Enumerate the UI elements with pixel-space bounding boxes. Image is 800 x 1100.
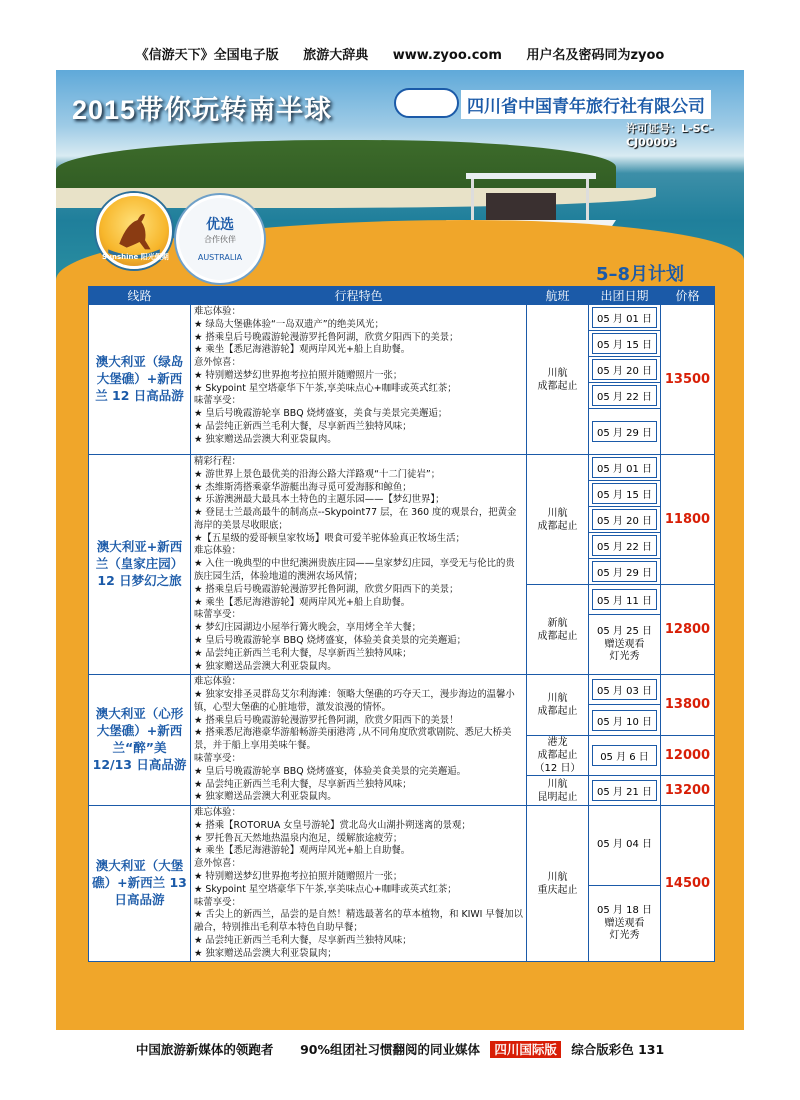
sunshine-label: Sunshine 阳光假期: [102, 253, 169, 261]
flight-info: 川航 成都起止: [527, 305, 589, 455]
flight-info: 川航 成都起止: [527, 455, 589, 585]
departure-date: 05 月 03 日: [592, 679, 657, 700]
departure-date: 05 月 11 日: [592, 589, 657, 610]
departure-date: 05 月 01 日: [592, 307, 657, 328]
page-number: 综合版彩色 131: [571, 1042, 665, 1057]
partner-badge: [176, 195, 264, 283]
footer-slogan: 中国旅游新媒体的领跑者: [135, 1042, 274, 1057]
departure-date: 05 月 6 日: [592, 745, 657, 766]
departure-date: 05 月 18 日: [597, 905, 652, 917]
route-name: 澳大利亚+新西兰（皇家庄园）12 日梦幻之旅: [89, 455, 191, 675]
flight-info: 川航 昆明起止: [527, 775, 589, 805]
route-features: 难忘体验： ★ 绿岛大堡礁体验“一岛双遗产”的绝美风光； ★ 搭乘皇后号晚霞游轮漫游罗托鲁阿湖，欣赏夕阳西下的美景； ★ 乘坐【悉尼海港游轮】观两岸风光+船上自助餐。 意外惊喜： ★ 特别赠送梦幻世界抱考拉拍照并随赠照片一张； ★ Skypoint 星空塔豪华下午茶,享美味点心+咖啡或英式红茶； 味蕾享受： ★ 皇后号晚霞游轮享 BBQ 烧烤盛宴，美食与美景完美邂逅； ★ 品尝纯正新西兰毛利大餐，尽享新西兰独特风味； ★ 独家赠送品尝澳大利亚袋鼠肉。: [191, 305, 527, 455]
route-name: 澳大利亚（心形大堡礁）+新西兰“醉”美 12/13 日高品游: [89, 675, 191, 806]
departure-date: 05 月 04 日: [597, 839, 652, 851]
price: 13500: [661, 305, 715, 455]
price: 13800: [661, 675, 715, 735]
departure-date: 05 月 21 日: [592, 780, 657, 801]
ad-frame: [56, 70, 744, 1030]
flight-info: 新航 成都起止: [527, 585, 589, 675]
column-header: 线路: [89, 287, 191, 305]
departure-date: 05 月 22 日: [592, 535, 657, 556]
header-item: 《信游天下》全国电子版: [135, 48, 279, 63]
departure-date: 05 月 22 日: [592, 385, 657, 406]
price: 11800: [661, 455, 715, 585]
departure-date: 05 月 15 日: [592, 483, 657, 504]
flight-info: 川航 成都起止: [527, 675, 589, 735]
route-features: 难忘体验： ★ 搭乘【ROTORUA 女皇号游轮】赏北岛火山湖扑朔迷离的景观； ★ 罗托鲁瓦天然地热温泉内泡足，缓解旅途疲劳； ★ 乘坐【悉尼海港游轮】观两岸风光+船上自助餐。 意外惊喜： ★ 特别赠送梦幻世界抱考拉拍照并随赠照片一张； ★ Skypoint 星空塔豪华下午茶,享美味点心+咖啡或英式红茶； 味蕾享受： ★ 舌尖上的新西兰，品尝的是自然！精选最著名的草本植物，和 KIWI 早餐加以融合，特别推出毛利草本特色自助早餐； ★ 品尝纯正新西兰毛利大餐，尽享新西兰独特风味； ★ 独家赠送品尝澳大利亚袋鼠肉；: [191, 806, 527, 962]
partner-subtitle: 合作伙伴: [204, 235, 236, 244]
footer-slogan: 90%组团社习惯翻阅的同业媒体: [300, 1042, 480, 1057]
departure-date: 05 月 15 日: [592, 333, 657, 354]
header-bar: [0, 44, 800, 66]
departure-date: 05 月 01 日: [592, 457, 657, 478]
footer-bar: [0, 1040, 800, 1058]
column-header: 航班: [527, 287, 589, 305]
date-note: 赠送观看 灯光秀: [604, 638, 645, 663]
banner-title: 2015带你玩转南半球: [72, 95, 333, 125]
departure-date: 05 月 10 日: [592, 710, 657, 731]
date-note: 赠送观看 灯光秀: [604, 917, 645, 942]
table-row: [89, 455, 715, 481]
license-number: 许可证号：L-SC-CJ00003: [626, 122, 714, 149]
flight-info: 川航 重庆起止: [527, 806, 589, 962]
departure-date: 05 月 29 日: [592, 561, 657, 582]
itinerary-table: [88, 286, 715, 962]
table-row: [89, 675, 715, 705]
header-item: 旅游大辞典: [303, 48, 369, 63]
table-row: [89, 806, 715, 886]
price: 13200: [661, 775, 715, 805]
plan-label: 5–8月计划: [596, 264, 685, 285]
flight-info: 港龙 成都起止 （12 日）: [527, 735, 589, 775]
departure-date: 05 月 29 日: [592, 421, 657, 442]
price: 14500: [661, 806, 715, 962]
route-name: 澳大利亚（大堡礁）+新西兰 13 日高品游: [89, 806, 191, 962]
edition-tag: 四川国际版: [490, 1041, 561, 1058]
agency-logo: [394, 88, 459, 118]
column-header: 价格: [661, 287, 715, 305]
departure-date: 05 月 25 日: [597, 626, 652, 638]
departure-date: 05 月 20 日: [592, 359, 657, 380]
table-row: [89, 305, 715, 331]
agency-name: 四川省中国青年旅行社有限公司: [461, 90, 711, 119]
departure-date: 05 月 20 日: [592, 509, 657, 530]
route-features: 精彩行程： ★ 游世界上景色最优美的沿海公路大洋路观“十二门徒岩”； ★ 杰维斯湾搭乘豪华游艇出海寻觅可爱海豚和鲸鱼； ★ 乐游澳洲最大最具本土特色的主题乐园——【梦幻世界】； ★ 登昆士兰最高最牛的制高点--Skypoint77 层，在 360 度的观景台，把黄金海岸的美景尽收眼底； ★【五星级的爱哥顿皇家牧场】喂食可爱羊驼体验真正牧场生活； 难忘体验： ★ 入住一晚典型的中世纪澳洲贵族庄园——皇家梦幻庄园，享受无与伦比的贵族庄园生活，体验地道的澳洲农场风情； ★ 搭乘皇后号晚霞游轮漫游罗托鲁阿湖，欣赏夕阳西下的美景； ★ 乘坐【悉尼海港游轮】观两岸风光+船上自助餐。 味蕾享受： ★ 梦幻庄园湖边小屋举行篝火晚会，享用烤全羊大餐； ★ 皇后号晚霞游轮享 BBQ 烧烤盛宴，体验美食美景的完美邂逅； ★ 品尝纯正新西兰毛利大餐，尽享新西兰独特风味； ★ 独家赠送品尝澳大利亚袋鼠肉。: [191, 455, 527, 675]
partner-brand: AUSTRALIA: [197, 253, 243, 262]
route-name: 澳大利亚（绿岛大堡礁）+新西兰 12 日高品游: [89, 305, 191, 455]
table-header-row: [89, 287, 715, 305]
partner-title: 优选: [206, 217, 234, 233]
route-features: 难忘体验： ★ 独家安排圣灵群岛艾尔利海滩：领略大堡礁的巧夺天工，漫步海边的温馨小镇，心型大堡礁的心脏地带，激发浪漫的情怀。 ★ 搭乘皇后号晚霞游轮漫游罗托鲁阿湖，欣赏夕阳西下的美景！ ★ 搭乘悉尼海港豪华游船畅游美丽港湾 ,从不同角度欣赏歌剧院、悉尼大桥美景，并于船上享用美味午餐。 味蕾享受： ★ 皇后号晚霞游轮享 BBQ 烧烤盛宴，体验美食美景的完美邂逅。 ★ 品尝纯正新西兰毛利大餐，尽享新西兰独特风味； ★ 独家赠送品尝澳大利亚袋鼠肉。: [191, 675, 527, 806]
price: 12800: [661, 585, 715, 675]
header-link[interactable]: www.zyoo.com: [392, 48, 502, 63]
header-item: 用户名及密码同为zyoo: [526, 48, 665, 63]
price: 12000: [661, 735, 715, 775]
column-header: 出团日期: [589, 287, 661, 305]
column-header: 行程特色: [191, 287, 527, 305]
